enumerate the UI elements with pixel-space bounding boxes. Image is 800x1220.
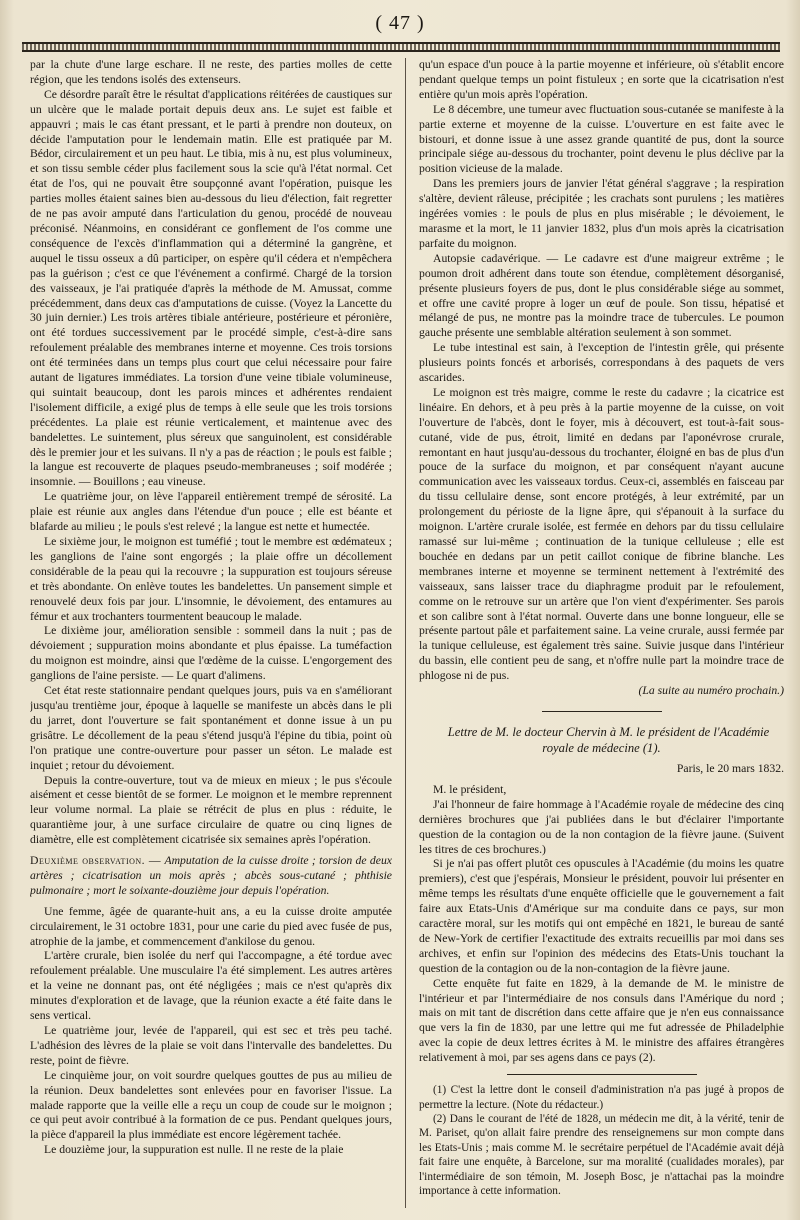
column-divider xyxy=(405,58,406,1208)
paragraph: Une femme, âgée de quarante-huit ans, a eu la cuisse droite amputée circulairement, le 31 octobre 1831, pour une carie du pied avec fusée de pus, atrophie de la jambe, et commencement d'ankilose du genou. xyxy=(30,904,392,948)
observation-heading xyxy=(30,854,392,899)
letter-salutation: M. le président, xyxy=(433,782,507,796)
paragraph: qu'un espace d'un pouce à la partie moyenne et inférieure, où s'établit encore pendant quelque temps un point fistuleux ; en sorte que la cicatrisation n'est entière qu'un mois après l'opération. xyxy=(419,58,784,101)
paragraph: Le quatrième jour, levée de l'appareil, qui est sec et très peu taché. L'adhésion des lèvres de la plaie se voit dans l'intervalle des bandelettes. Du reste, point de fièvre. xyxy=(30,1024,392,1067)
paragraph: Cette enquête fut faite en 1829, à la demande de M. le ministre de l'intérieur et par l'intermédiaire de nos consuls dans l'Amérique du nord ; mais on mit tant de discrétion dans cette affaire que je n'en eus connaissance que vers la fin de 1830, par une lettre qui me fut adressée de Philadelphie avec la copie de deux lettres écrites à M. le ministre des affaires étrangères relativement à moi, par ses agens dans ce pays (2). xyxy=(419,976,784,1065)
observation-title: Amputation de la cuisse droite ; torsion de deux artères ; cicatrisation un mois après ; abcès sous-cutané ; phthisie pulmonaire ; mort le soixante-douzième jour depuis l'opération. xyxy=(30,854,392,897)
letter-title-line: Lettre de M. le docteur Chervin à M. le président de l'Académie xyxy=(447,724,770,739)
letter-title xyxy=(419,724,784,756)
section-separator xyxy=(542,711,662,712)
paragraph: Le moignon est très maigre, comme le reste du cadavre ; la cicatrice est linéaire. En dehors, et à peu près à la partie moyenne de la cuisse, on voit l'ouverture de l'abcès, dont le foyer, mis à découvert, est tout-à-fait sous-cutané, vide de pus, étroit, limité en dedans par l'aponévrose crurale, remontant en haut jusqu'au-dessous du trochanter, éloigné en bas de plus d'un pouce de la surface du moignon, et par conséquent n'ayant aucune communication avec les vaisseaux tordus. Ceux-ci, assemblés en faisceau par du tissu cellulaire dense, sont encore protégés, à leur extrémité, par un prolongement du périoste de la ligne âpre, qui s'épanouit à la surface du moignon. L'artère crurale isolée, est fermée en dehors par du tissu cellulaire ramassé sur lui-même ; continuation de la tunique celluleuse ; elle est bouchée en dedans par un petit caillot conique de fibrine blanche. Les membranes interne et moyenne se terminent nettement à l'extrémité des vaisseaux, sans laisser trace du diaphragme produit par le refoulement, comme on le retrouve sur un artère que l'on vient d'expérimenter. Ses parois et son calibre sont à l'état normal. Ouverte dans une bonne longueur, elle se présente partout pâle et parfaitement saine. La veine crurale, aussi fermée par la tunique celluleuse, est également très saine. Suivie jusque dans l'intérieur du bassin, elle contient peu de sang, et n'offre nulle part la moindre trace de phlogose ni de pus. xyxy=(419,385,784,683)
letter-dateline: Paris, le 20 mars 1832. xyxy=(676,761,784,775)
paragraph: Le 8 décembre, une tumeur avec fluctuation sous-cutanée se manifeste à la partie externe et moyenne de la cuisse. L'ouverture en est faite avec le bistouri, et donne issue à une assez grande quantité de pus, dont la source principale siége au-dessous du trochanter, point devenu le plus déclive par la position vicieuse de la malade. xyxy=(419,102,784,176)
paragraph: Autopsie cadavérique. — Le cadavre est d'une maigreur extrême ; le poumon droit adhérent dans toute son étendue, complètement désorganisé, présente plusieurs foyers de pus, dont le plus considérable siége au sommet, et offre une cavité propre à loger un œuf de poule. Son tissu, hépatisé et mélangé de pus, ne montre pas la moindre trace de tubercules. Le poumon gauche présente une semblable altération seulement à son sommet. xyxy=(419,251,784,340)
footnote: (1) C'est la lettre dont le conseil d'administration n'a pas jugé à propos de permettre la lecture. (Note du rédacteur.) xyxy=(419,1084,784,1111)
observation-label: Deuxième observation. — xyxy=(30,854,162,868)
paragraph: Dans les premiers jours de janvier l'état général s'aggrave ; la respiration s'altère, devient râleuse, précipitée ; les crachats sont purulens ; les matières ingérées vomies : le pouls de plus en plus misérable ; le dévoiement, le marasme et la mort, le 11 janvier 1832, plus d'un mois après la cicatrisation parfaite du moignon. xyxy=(419,177,784,250)
paragraph: Le sixième jour, le moignon est tuméfié ; tout le membre est œdémateux ; les ganglions de l'aine sont engorgés ; la plaie offre un décollement considérable de la peau qui la recouvre ; la suppuration est toujours séreuse et très abondante. On enlève toutes les bandelettes. Un pansement simple et renouvelé deux fois par jour. L'insomnie, le dévoiement, des entamures au fémur et aux trochanters tourmentent beaucoup le malade. xyxy=(30,535,392,623)
paragraph: J'ai l'honneur de faire hommage à l'Académie royale de médecine des cinq dernières brochures que j'ai publiées dans le but d'éclairer l'importante question de la contagion ou de la non contagion de la fièvre jaune. (Suivent les titres de ces brochures.) xyxy=(419,797,784,856)
page-number: ( 47 ) xyxy=(375,12,425,34)
paragraph: Le dixième jour, amélioration sensible : sommeil dans la nuit ; pas de dévoiement ; suppuration moins abondante et plus épaisse. La tuméfaction du moignon est moindre, ainsi que l'œdème de la cuisse. L'engorgement des ganglions de l'aine persiste. — Le quart d'alimens. xyxy=(30,624,392,683)
letter-title-line: royale de médecine (1). xyxy=(542,740,661,755)
paragraph: L'artère crurale, bien isolée du nerf qui l'accompagne, a été tordue avec refoulement préalable. Une musculaire l'a été simplement. Les autres artères et la veine ne donnant pas, ont été négligées ; mais ce n'est qu'après dix minutes d'exploration et de lavage, que la réunion exacte a été faite dans le sens vertical. xyxy=(30,949,392,1023)
footnote: (2) Dans le courant de l'été de 1828, un médecin me dit, à la vérité, tenir de M. Pariset, qu'on allait faire prendre des renseignemens sur mon compte dans les Etats-Unis ; mais comme M. le secrétaire perpétuel de l'Académie avait déjà fait faire une enquête, à Barcelone, sur ma moralité (cualidades morales), par l'intermédiaire de son témoin, M. Joseph Bosc, je n'attachai pas la moindre importance à cette information. xyxy=(419,1112,784,1197)
paragraph: Le quatrième jour, on lève l'appareil entièrement trempé de sérosité. La plaie est réunie aux angles dans l'étendue d'un pouce ; elle est béante et blafarde au milieu ; le pouls s'est relevé ; la langue est nette et humectée. xyxy=(30,490,392,534)
right-column xyxy=(419,58,784,1216)
paragraph: Cet état reste stationnaire pendant quelques jours, puis va en s'améliorant jusqu'au trentième jour, époque à laquelle se manifeste un abcès dans le pli du jarret, dont l'ouverture se fait spontanément et donne issue à un pu grisâtre. Le décollement de la peau s'étend jusqu'à l'épine du tibia, point où l'on pratique une contre-ouverture pour passer un séton. Le malade est inquiet ; retour du dévoiement. xyxy=(30,684,392,772)
footnote-separator xyxy=(507,1074,697,1075)
paragraph: Le douzième jour, la suppuration est nulle. Il ne reste de la plaie xyxy=(44,1143,344,1157)
footnotes xyxy=(419,1083,784,1198)
suite-text: (La suite au numéro prochain.) xyxy=(638,684,784,698)
left-column xyxy=(30,58,392,1216)
header-rule xyxy=(22,42,780,52)
paragraph: Le cinquième jour, on voit sourdre quelques gouttes de pus au milieu de la réunion. Deux bandelettes sont enlevées pour en favoriser l'issue. La malade rapporte que la veille elle a reçu un coup de coude sur le moignon ; ce qui peut avoir contribué à la formation de ce pus. Pendant quelques jours, la pièce d'appareil la plus immédiate est encore légèrement tachée. xyxy=(30,1068,392,1142)
paragraph: par la chute d'une large eschare. Il ne reste, des parties molles de cette région, que les tendons isolés des extenseurs. xyxy=(30,58,392,86)
continuation-note xyxy=(419,684,784,699)
paragraph: Le tube intestinal est sain, à l'exception de l'intestin grêle, qui présente plusieurs points foncés et arborisés, correspondans à des paquets de vers ascarides. xyxy=(419,341,784,385)
paragraph: Ce désordre paraît être le résultat d'applications réitérées de caustiques sur un ulcère que le malade portait depuis deux ans. Le sujet est faible et appauvri ; mais le cas étant pressant, et le parti à prendre non douteux, on décide l'amputation pour le lendemain matin. Elle est pratiquée par M. Bédor, circulairement et un peu haut. Le tibia, mis à nu, est plus volumineux, et son tissu semble céder plus facilement sous la scie qu'à l'état normal. Cet état de l'os, qui ne pouvait être soupçonné avant l'opération, puisque les parties molles étaient saines bien au-dessous du lieu d'élection, fait regretter de ne pas avoir amputé dans l'articulation du genou, procédé de nouveau préconisé. Néanmoins, en considérant ce gonflement de l'os comme une conséquence de l'excès d'inflammation qui a déterminé la gangrène, et auquel le tissu osseux a dû participer, on espère qu'il cédera et n'empêchera pas la guérison ; c'est ce que l'événement a confirmé. Chargé de la torsion des vaisseaux, je l'ai pratiquée d'après la méthode de M. Amussat, comme précédemment, dans deux cas d'amputations de cuisse. (Voyez la Lancette du 30 juin dernier.) Les trois artères tibiale antérieure, postérieure et péronière, ont été tordues successivement par le procédé simple, c'est-à-dire sans refoulement préalable des membranes interne et moyenne. Ces trois torsions ont été terminées dans un temps plus court que celui nécessaire pour faire autant de ligatures immédiates. La torsion d'une veine tibiale volumineuse, qui suintait beaucoup, dont les parois minces et adhérentes rendaient l'isolement difficile, a exigé plus de temps à elle seule que les trois torsions précédentes. La plaie est réunie verticalement, et maintenue avec des bandelettes. Le suintement, plus séreux que sanguinolent, est considérable dès le premier jour et les suivans. Il n'y a pas de réaction ; le pouls est faible ; la langue est recouverte de plaques pseudo-membraneuses ; soif modérée ; insomnie. — Bouillons ; eau vineuse. xyxy=(30,87,392,489)
paragraph: Depuis la contre-ouverture, tout va de mieux en mieux ; le pus s'écoule aisément et cesse bientôt de se former. Le moignon et le membre reprennent leur volume normal. La plaie se rétrécit de plus en plus : réduite, le quarantième jour, à une surface circulaire de quatre ou cinq lignes de diamètre, elle est complètement cicatrisée six semaines après l'opération. xyxy=(30,773,392,847)
paragraph: Si je n'ai pas offert plutôt ces opuscules à l'Académie (du moins les quatre premiers), c'est que j'espérais, Monsieur le président, pouvoir lui présenter en même temps les résultats d'une enquête officielle que le gouvernement a fait faire aux Etats-Unis d'Amérique sur ma conduite dans ce pays, sur mon caractère moral, sur les motifs qui ont empêché en 1821, le bureau de santé de New-York de certifier l'exactitude des extraits recueillis par moi dans ses archives, et enfin sur l'opinion des médecins des Etats-Unis touchant la question de la contagion ou de la non-contagion de la fièvre jaune. xyxy=(419,857,784,975)
